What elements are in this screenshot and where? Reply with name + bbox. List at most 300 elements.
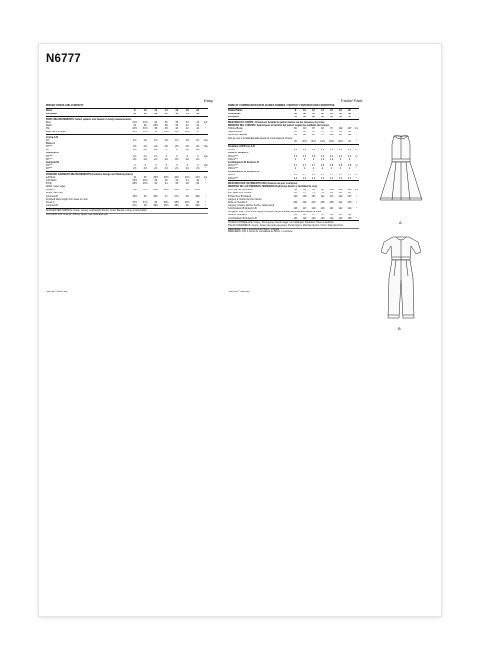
table-cell: 2⅝ [154, 167, 158, 171]
row-label: Robe A/ Vestido A [228, 213, 248, 217]
table-cell: 119 [320, 207, 325, 211]
table-cell: 3.7 [329, 173, 334, 177]
table-cell: 2 [303, 158, 306, 161]
table-cell: 86 [348, 130, 351, 134]
table-cell: 124 [347, 207, 352, 211]
table-cell: 2⅝ [143, 167, 147, 171]
table-cell: 1.1 [311, 148, 316, 152]
row-label: Europeas [228, 115, 239, 119]
table-cell: 1.1 [338, 148, 343, 152]
table-cell: 8 [294, 109, 297, 113]
unit-label: " [356, 158, 357, 161]
table-cell: 116 [293, 207, 298, 211]
table-cell: 2⅝ [164, 167, 168, 171]
table-cell: 107 [338, 133, 343, 137]
table-cell: 2.8 [338, 164, 343, 168]
table-cell: 36 [143, 112, 147, 116]
table-cell: 3 [197, 154, 199, 158]
unit-label: " [205, 201, 206, 204]
table-cell: 28 [154, 179, 158, 182]
table-cell: 30 [175, 124, 179, 128]
table-cell: 85 [294, 133, 297, 137]
table-cell: 65 [294, 191, 297, 195]
table-cell: 2.7 [293, 164, 298, 168]
table-cell: 37½ [132, 201, 138, 204]
table-cell: 1⅛ [133, 139, 137, 142]
table-cell: 16 [175, 109, 179, 113]
table-cell: 2⅜ [185, 145, 189, 149]
row-label: Dress A [46, 201, 55, 204]
row-label: Width, lower edge [46, 185, 66, 189]
table-cell: 40½ [142, 182, 148, 186]
table-cell: 67 [303, 191, 306, 195]
table-cell: 1.9 [320, 158, 325, 161]
table-cell: 16¼ [163, 130, 169, 134]
table-cell: 26½ [142, 179, 148, 182]
table-cell: 42½ [184, 176, 190, 179]
table-cell: 2⅛ [133, 158, 137, 161]
table-cell: 28 [164, 124, 168, 128]
view-a-drawing [366, 132, 436, 218]
table-cell: 34 [133, 112, 137, 116]
table-cell: 32 [185, 124, 189, 128]
unit-label [354, 110, 359, 112]
table-cell: 205 [320, 201, 325, 204]
english-title: MISSES' DRESS AND JUMPSUIT: [46, 104, 84, 107]
row-label: Largeur à l'ourlet/ Ancho inferior [228, 197, 262, 201]
table-cell: 81¾ [174, 188, 180, 192]
row-label: A,B Poitrine/ A,B Busto [228, 188, 253, 192]
table-cell: 2.7 [302, 164, 307, 168]
unit-label: cm [354, 188, 359, 192]
table-cell: 80¾ [163, 188, 169, 192]
table-cell: 42.5 [338, 140, 343, 143]
table-cell: 4 [165, 164, 167, 168]
table-cell: 38 [164, 127, 168, 131]
table-cell: 44 [339, 115, 342, 119]
table-cell: 36½ [153, 176, 159, 179]
table-cell: 122 [302, 216, 307, 220]
table-cell: 38 [154, 112, 158, 116]
unit-label: " [205, 182, 206, 186]
fabric-heading: Robe A/ Vestido A [228, 151, 249, 155]
unit-label: m [355, 154, 358, 158]
table-cell: 2.4 [329, 176, 334, 180]
table-cell: 1⅛ [154, 139, 158, 142]
table-cell: 91 [348, 191, 351, 195]
row-label: Waist [46, 124, 52, 128]
french-footnote: *avec sens **sans sens [228, 291, 250, 293]
table-cell: 36 [294, 112, 297, 116]
table-cell: 44 [164, 182, 168, 186]
table-cell: 86 [294, 188, 297, 192]
view-b-label: B [398, 326, 401, 331]
row-label: Longueur finie – dos, votre nuque à l'ourlet/ Largo acabado de la espalda desde la nuca [228, 210, 321, 214]
table-cell: 2.2 [338, 154, 343, 158]
table-cell: 122 [338, 194, 343, 198]
unit-label: " [356, 216, 357, 220]
table-cell: 34 [196, 124, 200, 128]
table-cell: 80¼ [153, 188, 159, 192]
table-cell: 98 [339, 213, 342, 217]
table-cell: 46 [196, 112, 200, 116]
table-cell: 36 [303, 115, 306, 119]
table-cell: 2⅜ [133, 145, 137, 149]
unit-label: Yds [203, 154, 208, 158]
table-cell: 2.2 [329, 154, 334, 158]
table-cell: 2.4 [311, 176, 316, 180]
row-label: Hanches/Caderas [228, 133, 248, 137]
table-cell: 38½ [174, 201, 180, 204]
spanish-notions: MERCERÍA: A,B: 1 cierre de cremallera de 56cm, 1 corchete. [228, 230, 294, 234]
table-cell: 47¾ [132, 204, 138, 207]
table-cell: 4 [134, 164, 136, 168]
table-cell: 4 [186, 164, 188, 168]
table-cell: 48 [348, 112, 351, 116]
table-cell: 3 [165, 154, 167, 158]
table-cell: 2⅜ [143, 145, 147, 149]
row-label: Dos de cou à la taille/Espalda desde la nuca hasta la cintura [228, 136, 292, 140]
table-cell: 2.4 [293, 176, 298, 180]
table-cell: 202 [302, 201, 307, 204]
table-cell: 95 [294, 213, 297, 217]
table-cell: 34½ [142, 127, 148, 131]
unit-label: " [356, 130, 357, 134]
table-cell: 2 [312, 167, 315, 171]
table-cell: 46 [348, 115, 351, 119]
row-label: Bust [46, 121, 51, 124]
table-cell: 208 [329, 201, 334, 204]
row-label: Taille/Cintura [228, 130, 242, 134]
table-cell: 48¼ [153, 204, 159, 207]
table-cell: 20 [196, 109, 200, 113]
table-cell: 8 [134, 109, 136, 113]
table-cell: 1.1 [329, 148, 334, 152]
table-cell: 36 [154, 127, 158, 131]
table-cell: 44 [185, 112, 189, 116]
table-cell: 64 [303, 130, 306, 134]
table-cell: 26½ [153, 124, 159, 128]
table-cell: 44 [196, 127, 200, 131]
table-cell: 32 [175, 179, 179, 182]
table-cell: 84½ [195, 188, 201, 192]
table-cell: 4 [197, 164, 199, 168]
table-cell: 33½ [132, 127, 138, 131]
table-cell: 2 [330, 167, 333, 171]
table-cell: 10 [143, 109, 147, 113]
row-label: Width, each leg [46, 191, 63, 195]
table-cell: 37¾ [142, 201, 148, 204]
unit-label: Yds [203, 139, 208, 142]
fabric-heading: Combinaison B/ Enterizo B [228, 170, 259, 174]
table-cell: 76 [330, 130, 333, 134]
table-cell: 2.8 [320, 164, 325, 168]
spanish-finished-heading: MEDIDAS DE LAS PRENDAS TERMINADAS (Incluye diseño y facilidad de uso) [228, 185, 317, 189]
table-cell: 14 [164, 109, 168, 113]
unit-label: " [205, 158, 206, 161]
table-cell: 2⅛ [185, 158, 189, 161]
table-cell: 2 [321, 167, 324, 171]
table-cell: 2⅛ [143, 148, 147, 152]
table-cell: 86 [339, 191, 342, 195]
unit-label: " [205, 130, 206, 134]
unit-label [203, 113, 208, 115]
table-cell: 103 [329, 188, 334, 192]
table-cell: 2 [165, 148, 167, 152]
table-cell: 102 [329, 133, 334, 137]
table-cell: 2.4 [338, 176, 343, 180]
table-cell: 1⅛ [175, 139, 179, 142]
table-cell: 1.1 [347, 148, 352, 152]
table-cell: 2⅛ [154, 148, 158, 152]
table-cell: 48½ [163, 204, 169, 207]
table-cell: 117 [329, 194, 334, 198]
table-cell: 40.5 [302, 140, 307, 143]
table-cell: 79½ [142, 188, 148, 192]
unit-label [203, 110, 208, 112]
table-cell: 41.5 [320, 140, 325, 143]
table-cell: 2.2 [311, 154, 316, 158]
table-cell: 93 [312, 188, 315, 192]
table-cell: 201 [293, 201, 298, 204]
table-cell: 38 [312, 115, 315, 119]
table-cell: 34 [133, 176, 137, 179]
table-cell: 2⅜ [196, 145, 200, 149]
table-cell: 125 [347, 216, 352, 220]
table-cell: 1⅛ [196, 139, 200, 142]
unit-label: Yds [203, 164, 208, 168]
table-cell: 40.5 [311, 140, 316, 143]
row-label: 115cm*** [228, 173, 238, 177]
table-cell: 107 [311, 194, 316, 198]
unit-label: " [356, 140, 357, 143]
table-cell: 50 [196, 182, 200, 186]
table-cell: 18 [339, 109, 342, 113]
level-french-spanish: Facile/ Fácil [341, 98, 363, 103]
table-cell: 48 [143, 204, 147, 207]
english-column [46, 104, 208, 216]
english-suggested-fabrics: SUGGESTED FABRICS: Crepe, Jersey, Lightweight Denim, Linen Blends. Lining: Lining Fabric. [46, 208, 148, 212]
table-cell: 46 [143, 194, 147, 198]
row-label: Combinaison B/ Enterizo B [228, 207, 257, 211]
table-cell: 34 [294, 115, 297, 119]
unit-label: m [355, 148, 358, 152]
table-cell: 2⅛ [143, 158, 147, 161]
table-cell: 40½ [174, 176, 180, 179]
table-cell: 42.5 [329, 140, 334, 143]
fabric-heading: Dress A [46, 142, 55, 146]
french-body-heading: MESURES DU CORPS: Choisissez la taille du patron basée sur les mesures du corps [228, 121, 325, 124]
table-cell: 16 [330, 109, 333, 113]
table-cell: 15¾ [142, 130, 148, 134]
table-cell: 14 [321, 109, 324, 113]
table-cell: 3.7 [302, 173, 307, 177]
row-label: B Hip [46, 182, 52, 186]
table-cell: 97 [312, 213, 315, 217]
table-cell: 38 [303, 112, 306, 116]
table-cell: 2⅛ [175, 158, 179, 161]
unit-label: ins [203, 176, 208, 179]
table-cell: 17 [196, 130, 200, 134]
table-cell: 49¼ [195, 204, 201, 207]
table-cell: 25 [143, 124, 147, 128]
table-cell: 79¼ [132, 188, 138, 192]
table-cell: 97 [321, 213, 324, 217]
table-cell: 103 [302, 194, 307, 198]
unit-label [354, 116, 359, 118]
pattern-envelope-back [39, 44, 441, 616]
table-cell: 80 [294, 127, 297, 131]
table-cell: 76 [321, 191, 324, 195]
row-label: Dress A [46, 188, 55, 192]
table-cell: 40 [294, 140, 297, 143]
table-cell: 10 [303, 109, 306, 113]
row-label: A,B Bust [46, 176, 56, 179]
table-cell: 47 [164, 194, 168, 198]
table-cell: 3.7 [338, 173, 343, 177]
table-cell: 117 [302, 207, 307, 211]
table-cell: 61 [294, 130, 297, 134]
table-cell: 34 [185, 179, 189, 182]
row-label: Hip [46, 127, 50, 131]
row-label: 45"*** [46, 164, 53, 168]
row-label: 60"*** [46, 158, 53, 161]
table-cell: 49 [185, 204, 189, 207]
fabric-heading: Combinaison B/ Enterizo B [228, 161, 259, 164]
row-label: 115cm*** [228, 164, 238, 168]
table-cell: 83 [185, 188, 189, 192]
table-cell: 112 [320, 194, 325, 198]
table-cell: 67 [312, 130, 315, 134]
table-cell: 42 [330, 115, 333, 119]
table-cell: 1⅛ [143, 139, 147, 142]
table-cell: 2⅜ [154, 145, 158, 149]
table-cell: 2⅛ [196, 158, 200, 161]
table-cell: 2⅞ [143, 154, 147, 158]
table-cell: 123 [311, 216, 316, 220]
table-cell: 97 [321, 133, 324, 137]
table-cell: 2.2 [320, 154, 325, 158]
table-cell: 119 [311, 207, 316, 211]
table-cell: 31½ [132, 121, 138, 124]
table-cell: 46¾ [153, 194, 159, 198]
table-cell: 2.8 [329, 164, 334, 168]
table-cell: 2.4 [320, 176, 325, 180]
table-cell: 40 [175, 127, 179, 131]
table-cell: 34 [154, 121, 158, 124]
table-cell: 4 [176, 164, 178, 168]
row-label: Poitrine/Busto [228, 127, 243, 131]
table-cell: 215 [347, 201, 352, 204]
table-cell: 40 [321, 115, 324, 119]
table-cell: 1⅛ [164, 139, 168, 142]
unit-label: " [356, 167, 357, 171]
row-label: Back neck to waist [46, 130, 66, 134]
table-cell: 112 [347, 133, 352, 137]
table-cell: 2.7 [311, 164, 316, 168]
table-cell: 2⅜ [164, 145, 168, 149]
table-cell: 204 [311, 201, 316, 204]
table-cell: 100 [293, 194, 298, 198]
table-cell: 48¾ [174, 204, 180, 207]
table-cell: 12 [312, 109, 315, 113]
table-cell: 38¾ [184, 201, 190, 204]
table-cell: 46 [175, 182, 179, 186]
table-cell: 46 [339, 112, 342, 116]
table-cell: 2.4 [347, 176, 352, 180]
french-spanish-column [228, 104, 359, 234]
unit-label: " [205, 148, 206, 152]
unit-label: m [355, 164, 358, 168]
table-cell: 1.1 [302, 148, 307, 152]
table-cell: 2⅛ [154, 158, 158, 161]
table-cell: 122 [338, 207, 343, 211]
table-cell: 3.7 [311, 173, 316, 177]
table-cell: 2.2 [293, 154, 298, 158]
spanish-body-heading: MEDIDAS DEL CUERPO: Seleccionar el tamaño del patrón según las medidas del cuerpo [228, 124, 330, 128]
table-cell: 2⅞ [154, 154, 158, 158]
unit-label: " [205, 179, 206, 182]
french-notions: MERCERIE: A,B: 1 fermeture de 56cm, 1 agrafe. [228, 227, 280, 231]
table-cell: 1.1 [293, 148, 298, 152]
table-cell: 2.2 [302, 154, 307, 158]
table-cell: 30 [164, 179, 168, 182]
unit-label: " [356, 191, 357, 195]
table-cell: 98 [321, 188, 324, 192]
table-cell: 121 [293, 216, 298, 220]
row-label: 115cm [228, 148, 235, 152]
table-cell: 92 [312, 133, 315, 137]
unit-label: cm [354, 127, 359, 131]
table-cell: 97 [330, 127, 333, 131]
row-label: 60"*** [46, 148, 53, 152]
table-cell: 36 [196, 179, 200, 182]
table-cell: 2 [339, 158, 342, 161]
table-cell: 99 [348, 213, 351, 217]
fabric-heading: Jumpsuit B [46, 161, 60, 164]
table-cell: 38 [175, 121, 179, 124]
table-cell: 2 [312, 158, 315, 161]
row-label: 150cm*** [228, 176, 238, 180]
table-cell: 44½ [195, 176, 201, 179]
table-cell: 3.7 [347, 173, 352, 177]
table-cell: 24 [133, 124, 137, 128]
table-cell: 2 [294, 158, 297, 161]
table-cell: 3.7 [320, 173, 325, 177]
table-cell: 108 [338, 188, 343, 192]
fabric-heading: Lining A,B [46, 136, 58, 139]
table-cell: 2⅝ [185, 167, 189, 171]
row-label: European [46, 112, 58, 116]
unit-label: " [205, 124, 206, 128]
table-cell: 38¼ [163, 201, 169, 204]
unit-label: " [356, 176, 357, 180]
unit-label: " [205, 194, 206, 198]
table-cell: 12 [154, 109, 158, 113]
row-label: 45"*** [46, 145, 53, 149]
table-cell: 2 [176, 148, 178, 152]
table-cell: 40 [312, 112, 315, 116]
table-cell: 96 [303, 213, 306, 217]
unit-label: Yds [203, 145, 208, 149]
table-cell: 81 [339, 130, 342, 134]
french-title: ROBE ET COMBINAISON POUR JEUNES FEMMES / VESTIDO Y ENTERIZO PARA SEÑORITAS: [228, 104, 336, 107]
row-label: Largeur, chaque jambe/ Ancho, cada pierna [228, 204, 275, 207]
unit-label: " [356, 133, 357, 137]
unit-label [354, 113, 359, 115]
table-cell: 2⅝ [133, 167, 137, 171]
table-cell: 107 [347, 127, 352, 131]
